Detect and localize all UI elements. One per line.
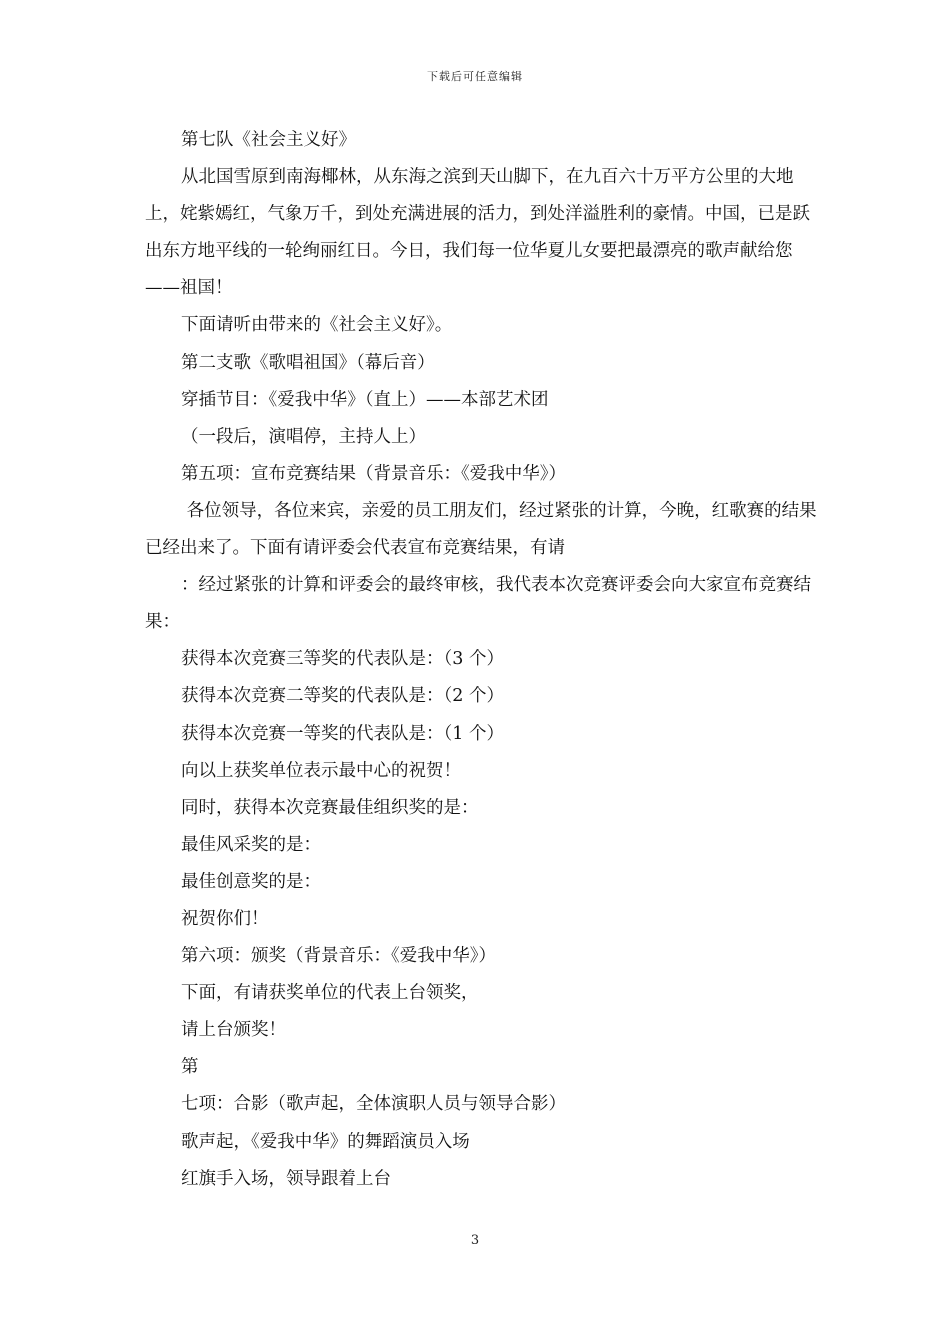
paragraph: 向以上获奖单位表示最中心的祝贺！ bbox=[181, 760, 461, 781]
paragraph: 第七队《社会主义好》 bbox=[181, 130, 356, 150]
paragraph: 下面，有请获奖单位的代表上台领奖， bbox=[181, 983, 479, 1004]
page-number: 3 bbox=[470, 1233, 480, 1248]
paragraph: 最佳风采奖的是： bbox=[181, 834, 321, 855]
paragraph: 请上台颁奖！ bbox=[181, 1020, 286, 1041]
paragraph: 获得本次竞赛二等奖的代表队是：（2 个） bbox=[181, 686, 504, 707]
paragraph: （一段后，演唱停，主持人上） bbox=[181, 426, 426, 447]
paragraph: 各位领导，各位来宾，亲爱的员工朋友们，经过紧张的计算，今晚，红歌赛的结果已经出来了。下面有请评委会代表宣布竞赛结果，有请 bbox=[145, 500, 817, 559]
paragraph: 第五项：宣布竞赛结果（背景音乐：《爱我中华》） bbox=[181, 463, 566, 484]
page-header-note: 下载后可任意编辑 bbox=[427, 70, 523, 83]
paragraph: 第 bbox=[181, 1057, 199, 1078]
paragraph: 红旗手入场，领导跟着上台 bbox=[181, 1168, 391, 1189]
paragraph: ：经过紧张的计算和评委会的最终审核，我代表本次竞赛评委会向大家宣布竞赛结果： bbox=[145, 575, 811, 633]
paragraph: 获得本次竞赛三等奖的代表队是：（3 个） bbox=[181, 649, 504, 670]
paragraph: 同时，获得本次竞赛最佳组织奖的是： bbox=[181, 797, 479, 818]
paragraph: 从北国雪原到南海椰林，从东海之滨到天山脚下，在九百六十万平方公里的大地上，姹紫嫣红，气象万千，到处充满进展的活力，到处洋溢胜利的豪情。中国，已是跃出东方地平线的一轮绚丽红日。今日，我们每一位华夏儿女要把最漂亮的歌声献给您——祖国！ bbox=[145, 167, 810, 299]
paragraph: 下面请听由带来的《社会主义好》。 bbox=[181, 315, 453, 336]
paragraph: 祝贺你们！ bbox=[181, 908, 269, 929]
paragraph: 第二支歌《歌唱祖国》（幕后音） bbox=[181, 352, 435, 373]
paragraph: 穿插节目：《爱我中华》（直上）——本部艺术团 bbox=[181, 389, 549, 410]
document-body bbox=[145, 122, 817, 1198]
paragraph: 七项：合影（歌声起，全体演职人员与领导合影） bbox=[181, 1094, 566, 1115]
paragraph: 获得本次竞赛一等奖的代表队是：（1 个） bbox=[181, 723, 504, 744]
paragraph: 歌声起，《爱我中华》的舞蹈演员入场 bbox=[181, 1131, 470, 1152]
paragraph: 第六项：颁奖（背景音乐：《爱我中华》） bbox=[181, 946, 496, 967]
paragraph: 最佳创意奖的是： bbox=[181, 871, 321, 892]
